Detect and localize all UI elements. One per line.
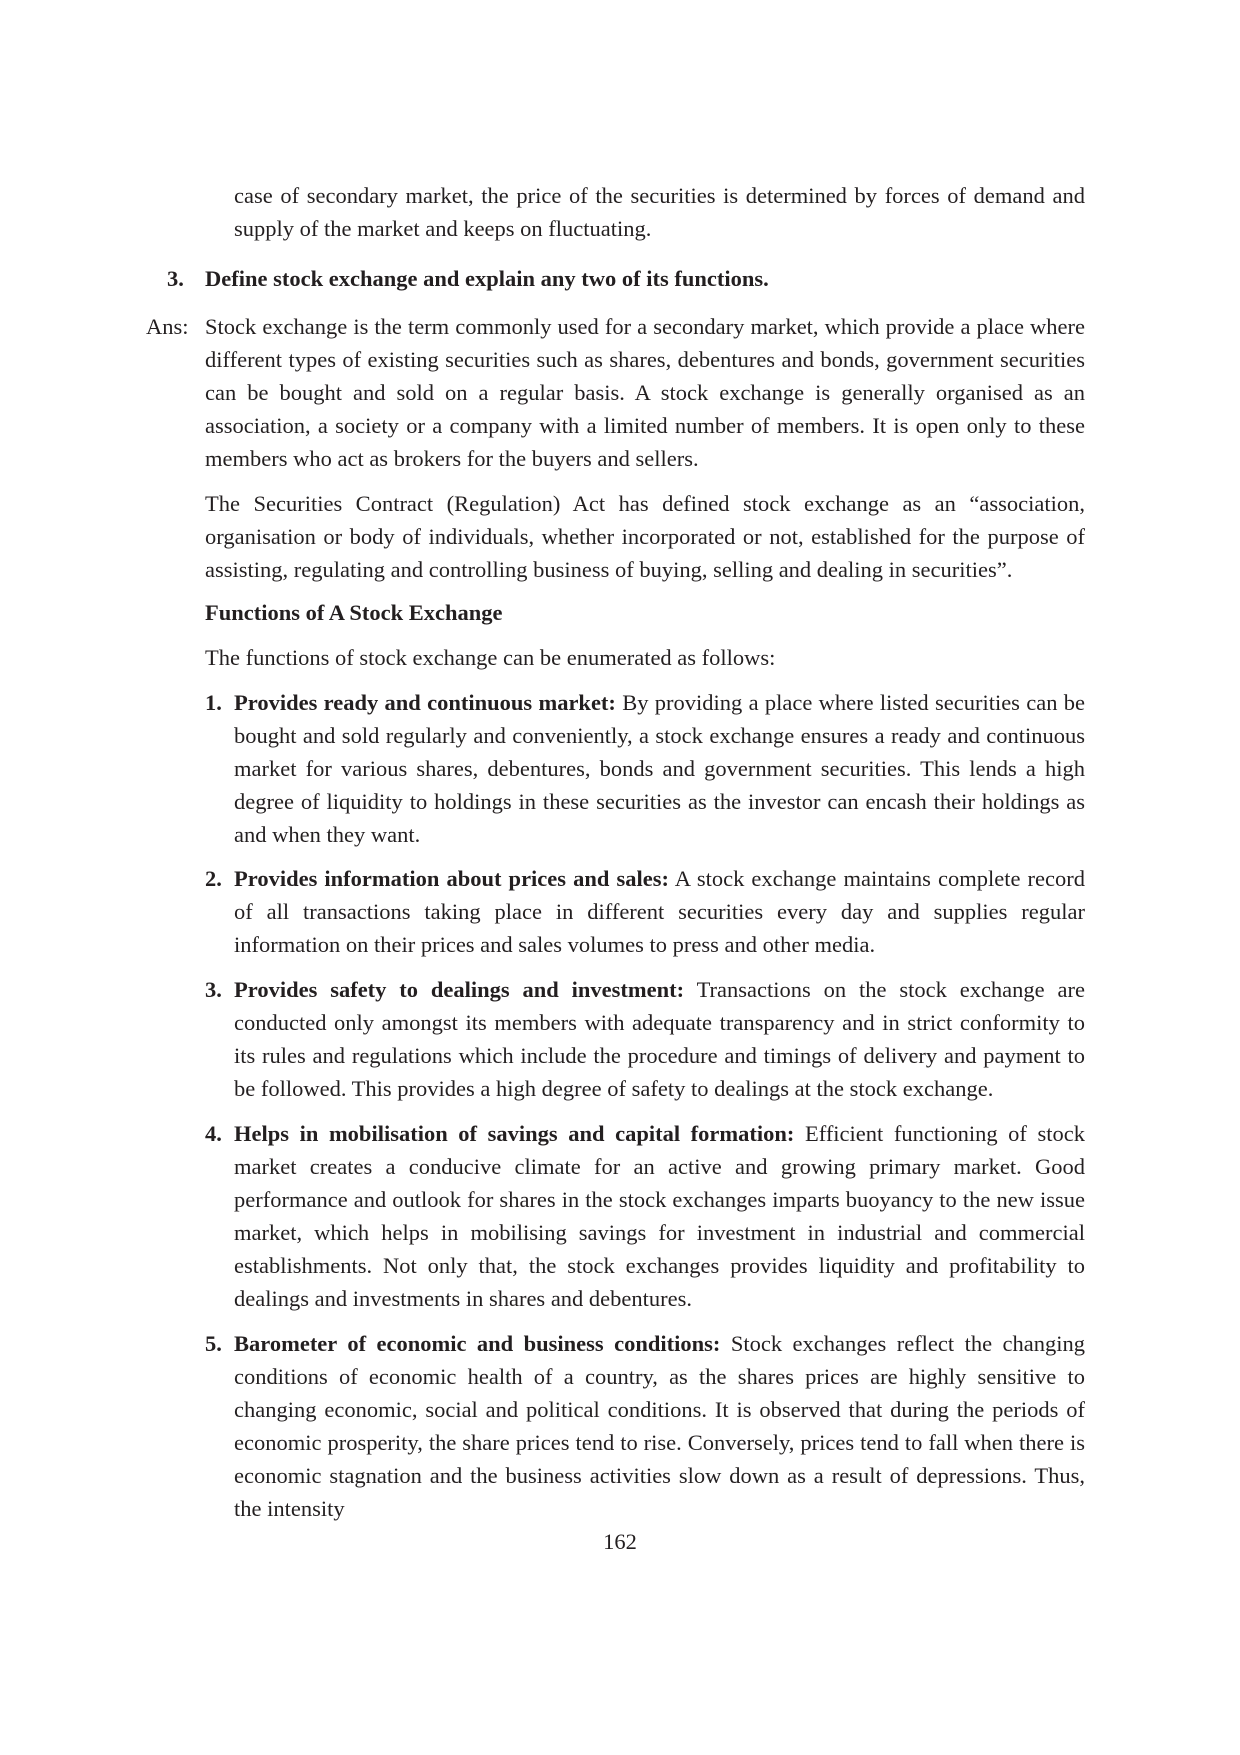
question-heading [167,262,1067,295]
function-title: Provides information about prices and sales: [234,866,669,891]
answer-paragraph-definition: Stock exchange is the term commonly used for a secondary market, which provide a place where different types of existing securities such as shares, debentures and bonds, government securities can be bought and sold on a regular basis. A stock exchange is generally organised as an association, a society or a company with a limited number of members. It is open only to these members who act as brokers for the buyers and sellers. [205,314,1085,471]
functions-intro: The functions of stock exchange can be enumerated as follows: [205,645,776,670]
question-text: Define stock exchange and explain any two of its functions. [205,266,769,291]
function-number: 1. [205,690,222,715]
function-title: Provides safety to dealings and investment: [234,977,685,1002]
function-title: Helps in mobilisation of savings and capital formation: [234,1121,795,1146]
function-body [234,973,1085,1105]
function-text: Efficient functioning of stock market creates a conducive climate for an active and growing primary market. Good performance and outlook for shares in the stock exchanges imparts buoyancy to the new issue market, which helps in mobilising savings for investment in industrial and commercial establishments. Not only that, the stock exchanges provides liquidity and profitability to dealings and investments in shares and debentures. [234,1121,1086,1311]
function-text: Transactions on the stock exchange are conducted only amongst its members with adequate transparency and in strict conformity to its rules and regulations which include the procedure and timings of delivery and payment to be followed. This provides a high degree of safety to dealings at the stock exchange. [234,977,1085,1101]
function-item-barometer [205,1327,1085,1525]
function-body [234,1327,1085,1525]
function-number: 3. [205,977,222,1002]
function-number: 5. [205,1331,222,1356]
function-body [234,1117,1085,1315]
function-body [234,862,1085,961]
function-item-ready-market [205,686,1085,851]
function-text: A stock exchange maintains complete record of all transactions taking place in different securities every day and supplies regular information on their prices and sales volumes to press and other media. [234,866,1085,957]
page-number: 162 [603,1529,637,1554]
function-body [234,686,1085,851]
function-item-safety [205,973,1085,1105]
answer-label: Ans: [146,314,189,339]
question-number: 3. [167,266,184,291]
function-item-price-information [205,862,1085,961]
function-title: Barometer of economic and business conditions: [234,1331,721,1356]
function-text: Stock exchanges reflect the changing conditions of economic health of a country, as the shares prices are highly sensitive to changing economic, social and political conditions. It is observed that during the periods of economic prosperity, the share prices tend to rise. Conversely, prices tend to fall when there is economic stagnation and the business activities slow down as a result of depressions. Thus, the intensity [234,1331,1085,1521]
function-number: 2. [205,866,222,891]
function-title: Provides ready and continuous market: [234,690,616,715]
continuation-paragraph: case of secondary market, the price of the securities is determined by forces of demand and supply of the market and keeps on fluctuating. [234,183,1085,241]
function-item-mobilisation-of-savings [205,1117,1085,1315]
function-text: By providing a place where listed securities can be bought and sold regularly and conveniently, a stock exchange ensures a ready and continuous market for various shares, debentures, bonds and government securities. This lends a high degree of liquidity to holdings in these securities as the investor can encash their holdings as and when they want. [234,690,1086,847]
function-number: 4. [205,1121,222,1146]
answer-paragraph-legal-definition: The Securities Contract (Regulation) Act has defined stock exchange as an “association, organisation or body of individuals, whether incorporated or not, established for the purpose of assisting, regulating and controlling business of buying, selling and dealing in securities”. [205,491,1085,582]
functions-heading: Functions of A Stock Exchange [205,600,503,625]
